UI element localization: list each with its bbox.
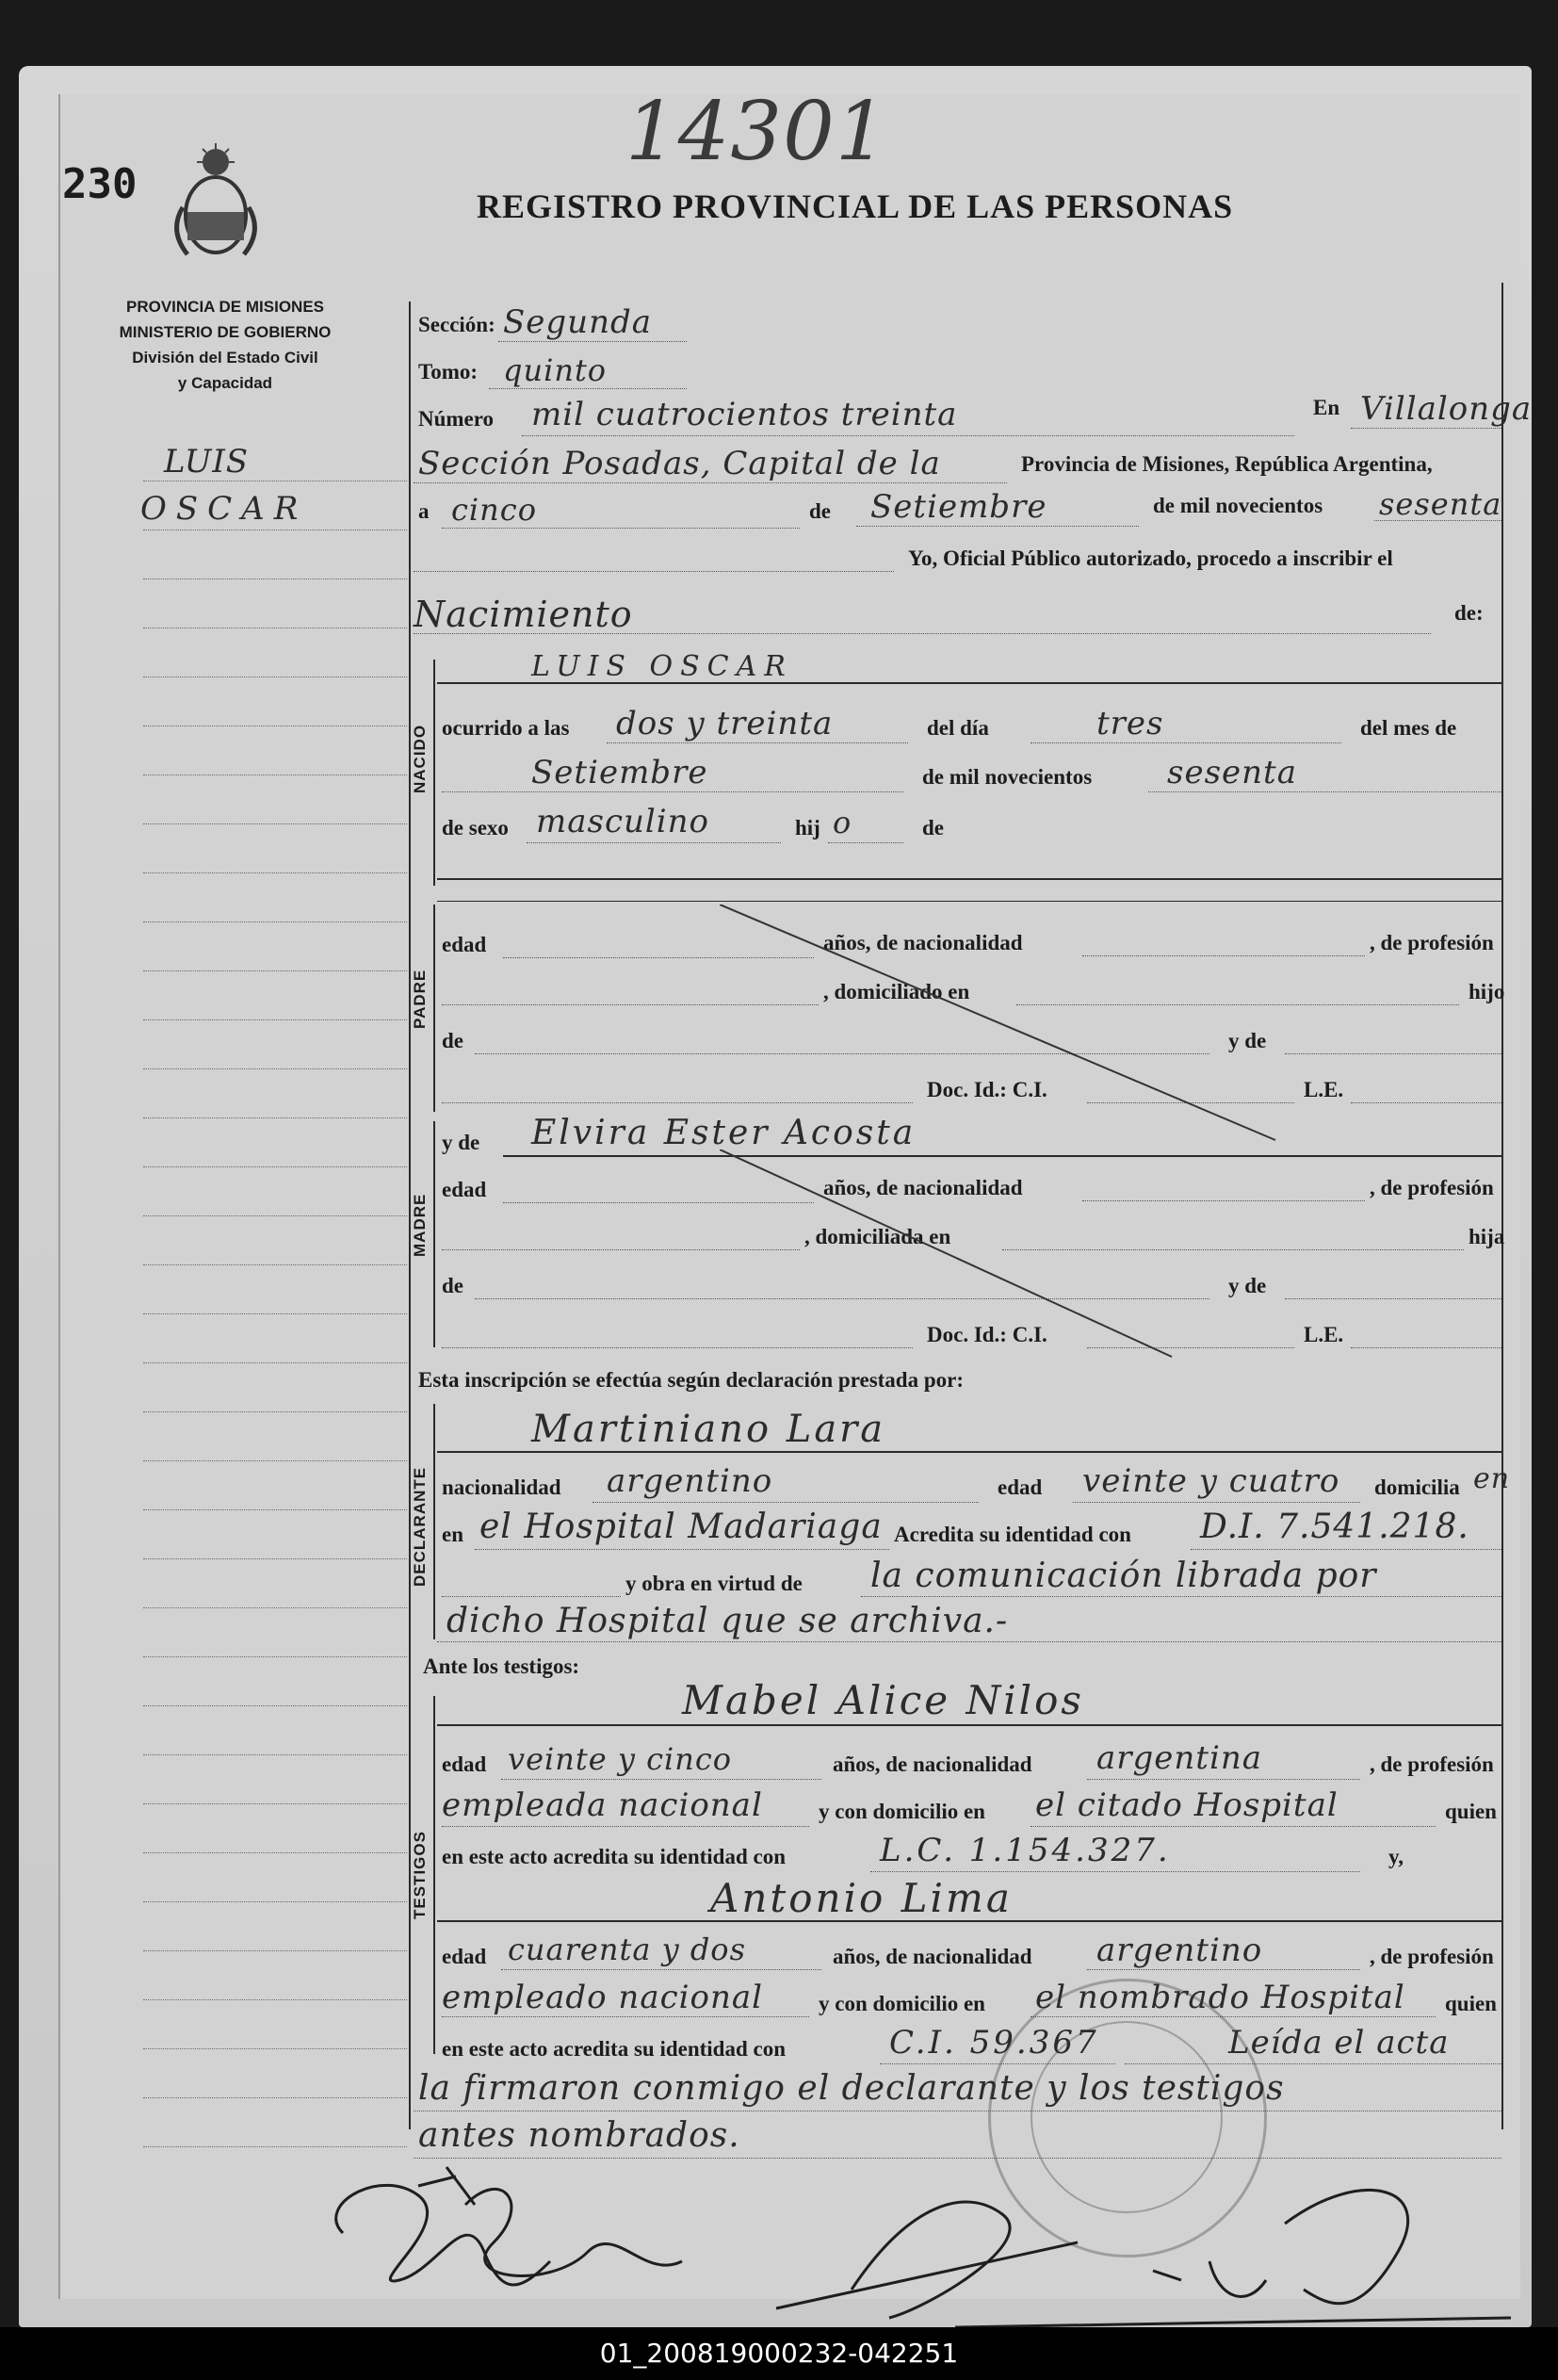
nacido-side-label: NACIDO [411, 724, 429, 793]
testigo2-edad-value: cuarenta y dos [508, 1932, 746, 1967]
seccion-line [498, 341, 687, 342]
padre-profesion-label: , de profesión [1370, 931, 1494, 954]
margin-rule [143, 1558, 407, 1559]
margin-rule [143, 1950, 407, 1951]
testigo2-doc: C.I. 59.367 [889, 2024, 1099, 2062]
madre-edad-label: edad [442, 1178, 487, 1201]
lugar-value: Sección Posadas, Capital de la [418, 445, 941, 482]
padre-de-label: de [442, 1029, 463, 1052]
tomo-value: quinto [503, 352, 608, 388]
margin-rule [143, 1852, 407, 1853]
de-colon: de: [1454, 601, 1484, 625]
hij-line [828, 842, 903, 843]
margin-name-2: OSCAR [140, 490, 308, 528]
cierre-line-1: la firmaron conmigo el declarante y los testigos [418, 2069, 1285, 2108]
declarante-edad-line [1073, 1502, 1360, 1503]
margin-rule [143, 1068, 407, 1069]
testigo2-nac-line [1087, 1969, 1360, 1970]
file-id-bar [0, 2327, 1558, 2380]
oficial-text: Yo, Oficial Público autorizado, procedo a inscribir el [908, 546, 1393, 570]
testigo1-acredita-label: en este acto acredita su identidad con [442, 1845, 787, 1868]
dia-value: tres [1096, 705, 1164, 742]
testigo2-acredita-label: en este acto acredita su identidad con [442, 2037, 787, 2061]
madre-le-label: L.E. [1304, 1323, 1344, 1346]
padre-le-label: L.E. [1304, 1078, 1344, 1101]
ocurrido-label: ocurrido a las [442, 716, 570, 740]
testigo1-domicilio-label: y con domicilio en [819, 1800, 985, 1823]
nacido-anio-line [1148, 791, 1501, 792]
margin-rule [143, 970, 407, 971]
sexo-line [527, 842, 781, 843]
declarante-obra-blank [442, 1596, 621, 1597]
folio-number: 230 [62, 160, 138, 208]
declarante-side-label: DECLARANTE [411, 1466, 429, 1587]
testigo1-anos-label: años, de nacionalidad [833, 1752, 1032, 1776]
lugar-line [414, 482, 1007, 483]
madre-anos-label: años, de nacionalidad [823, 1176, 1023, 1199]
declarante-acredita-value: D.I. 7.541.218. [1200, 1508, 1469, 1546]
madre-y-de2-label: y de [1228, 1274, 1267, 1297]
fecha-dia-line [442, 528, 800, 529]
margin-rule [143, 2097, 407, 2098]
declarante-nacionalidad-value: argentino [607, 1462, 773, 1500]
office-line-4: y Capacidad [177, 374, 273, 392]
margin-rule [143, 1215, 407, 1216]
nacido-mes-line [442, 791, 903, 792]
declarante-border [433, 1404, 435, 1639]
margin-rule [143, 774, 407, 775]
declarante-domicilia-value: en [1473, 1462, 1511, 1495]
cierre-line-2: antes nombrados. [418, 2116, 740, 2155]
testigos-side-label: TESTIGOS [411, 1831, 429, 1919]
sexo-label: de sexo [442, 816, 509, 840]
declarante-obra-label: y obra en virtud de [625, 1572, 803, 1595]
margin-rule [143, 1362, 407, 1363]
madre-domiciliada-label: , domiciliada en [804, 1225, 951, 1248]
hij-value: o [833, 805, 852, 840]
declarante-nombre-line [437, 1451, 1501, 1453]
padre-hijo-label: hijo [1469, 980, 1505, 1003]
testigo2-edad-label: edad [442, 1945, 487, 1968]
tomo-label: Tomo: [418, 360, 479, 383]
testigo1-quien-label: quien [1445, 1800, 1497, 1823]
testigo2-edad-line [501, 1969, 821, 1970]
en-value: Villalonga [1360, 390, 1533, 428]
madre-y-de2-line [1285, 1298, 1501, 1299]
seccion-label: Sección: [418, 313, 495, 336]
testigo1-doc-line [870, 1871, 1360, 1872]
testigo1-edad-value: veinte y cinco [508, 1741, 733, 1777]
margin-rule [143, 2048, 407, 2049]
margin-rule [143, 1705, 407, 1706]
testigo2-nombre-line [437, 1920, 1501, 1922]
nacido-border [433, 660, 435, 886]
margin-rule [143, 725, 407, 726]
testigo2-nacionalidad: argentino [1096, 1932, 1263, 1969]
provincia-text: Provincia de Misiones, República Argentina, [1021, 452, 1433, 476]
a-label: a [418, 499, 430, 523]
madre-side-label: MADRE [411, 1193, 429, 1257]
declarante-obra-value-2: dicho Hospital que se archiva.- [446, 1602, 1009, 1640]
blank-line [414, 571, 894, 572]
nacido-nombre-value: LUIS OSCAR [531, 650, 793, 683]
sexo-value: masculino [536, 803, 710, 840]
padre-edad-label: edad [442, 933, 487, 956]
padre-border [433, 905, 435, 1112]
declarante-edad-value: veinte y cuatro [1082, 1462, 1340, 1500]
office-line-3: División del Estado Civil [132, 349, 318, 367]
testigo1-edad-label: edad [442, 1752, 487, 1776]
hij-label: hij [795, 816, 820, 840]
acto-line [414, 633, 1431, 634]
madre-le-line [1351, 1347, 1501, 1348]
nacido-anio-label: de mil novecientos [922, 765, 1093, 789]
declarante-nac-line [592, 1502, 979, 1503]
madre-hija-label: hija [1469, 1225, 1505, 1248]
padre-domiciliado-label: , domiciliado en [823, 980, 970, 1003]
margin-rule [143, 1509, 407, 1510]
fecha-dia-value: cinco [451, 492, 537, 528]
testigo1-profesion-label: , de profesión [1370, 1752, 1494, 1776]
declarante-nombre-value: Martiniano Lara [531, 1408, 886, 1451]
testigo1-prof-line [442, 1826, 809, 1827]
margin-rule [143, 2146, 407, 2147]
testigo2-quien-label: quien [1445, 1992, 1497, 2015]
testigo1-nombre: Mabel Alice Nilos [682, 1677, 1084, 1723]
padre-y-de-label: y de [1228, 1029, 1267, 1052]
testigo2-profesion: empleado nacional [442, 1979, 764, 2016]
margin-rule [143, 1411, 407, 1412]
testigo2-prof-line [442, 2016, 809, 2017]
office-line-2: MINISTERIO DE GOBIERNO [119, 323, 332, 341]
padre-doc-label: Doc. Id.: C.I. [927, 1078, 1047, 1101]
testigo1-doc: L.C. 1.154.327. [880, 1832, 1171, 1869]
declarante-domicilia-label: domicilia [1374, 1475, 1460, 1499]
madre-doc-label: Doc. Id.: C.I. [927, 1323, 1047, 1346]
declarante-obra-line [861, 1596, 1501, 1597]
leida-value: Leída el acta [1228, 2024, 1450, 2062]
madre-y-de-label: y de [442, 1131, 480, 1154]
del-mes-label: del mes de [1360, 716, 1457, 740]
testigo1-profesion: empleada nacional [442, 1786, 763, 1824]
madre-nombre-value: Elvira Ester Acosta [531, 1114, 917, 1152]
madre-strike-line [720, 1149, 1285, 1366]
declarante-obra-line-2 [437, 1641, 1501, 1642]
testigo2-nombre: Antonio Lima [710, 1875, 1013, 1921]
anio-label: de mil novecientos [1153, 494, 1323, 517]
margin-rule [143, 1901, 407, 1902]
testigo1-nombre-line [437, 1724, 1501, 1726]
declarante-en-value: el Hospital Madariaga [479, 1508, 883, 1546]
declaracion-text: Esta inscripción se efectúa según declaración prestada por: [418, 1368, 965, 1392]
margin-rule [143, 1607, 407, 1608]
margin-rule [143, 1166, 407, 1167]
padre-anos-label: años, de nacionalidad [823, 931, 1023, 954]
margin-rule [143, 872, 407, 873]
margin-rule [143, 823, 407, 824]
margin-rule [143, 1754, 407, 1755]
hora-value: dos y treinta [616, 705, 834, 742]
numero-line [522, 435, 1294, 436]
testigo2-anos-label: años, de nacionalidad [833, 1945, 1032, 1968]
testigo2-profesion-label: , de profesión [1370, 1945, 1494, 1968]
numero-label: Número [418, 407, 495, 431]
testigo2-domicilio-label: y con domicilio en [819, 1992, 985, 2015]
declarante-en-label: en [442, 1523, 463, 1546]
margin-rule [143, 1313, 407, 1314]
declarante-acredita-line [1191, 1549, 1501, 1550]
margin-name-1: LUIS [164, 443, 250, 481]
testigo1-nac-line [1087, 1779, 1360, 1780]
dia-line [1031, 742, 1341, 743]
padre-le-line [1351, 1102, 1501, 1103]
coat-of-arms-icon [164, 141, 268, 264]
nacido-bottom-line [437, 878, 1501, 880]
margin-rule [143, 1803, 407, 1804]
testigo1-dom-line [1031, 1826, 1436, 1827]
numero-value: mil cuatrocientos treinta [531, 396, 958, 433]
fecha-anio-value: sesenta [1379, 486, 1502, 522]
declarante-acredita-label: Acredita su identidad con [894, 1523, 1131, 1546]
testigo1-domicilio: el citado Hospital [1035, 1786, 1339, 1824]
ante-testigos-text: Ante los testigos: [423, 1655, 580, 1678]
testigos-border [433, 1696, 435, 2054]
hora-line [607, 742, 908, 743]
office-line-1: PROVINCIA DE MISIONES [125, 298, 324, 316]
margin-rule [143, 1264, 407, 1265]
acto-value: Nacimiento [414, 594, 633, 635]
tomo-line [489, 388, 687, 389]
nacido-mes-value: Setiembre [531, 754, 708, 791]
testigo2-domicilio: el nombrado Hospital [1035, 1979, 1405, 2016]
form-right-border [1501, 283, 1503, 2129]
margin-rule [143, 1117, 407, 1118]
en-line [1351, 428, 1501, 429]
register-sheet [58, 85, 1533, 2299]
margin-rule [143, 1656, 407, 1657]
padre-top-line [437, 901, 1501, 902]
fecha-mes-line [856, 526, 1139, 527]
testigo1-edad-line [501, 1779, 821, 1780]
nacido-de-label: de [922, 816, 944, 840]
nacido-anio-value: sesenta [1167, 754, 1297, 791]
madre-de-label: de [442, 1274, 463, 1297]
seccion-value: Segunda [503, 303, 653, 341]
testigo1-y-label: y, [1388, 1845, 1404, 1868]
margin-rule [143, 1019, 407, 1020]
en-label: En [1313, 396, 1340, 419]
signatures-icon [305, 2148, 1530, 2337]
fecha-anio-line [1374, 520, 1501, 521]
padre-y-de-line [1285, 1053, 1501, 1054]
testigo1-nacionalidad: argentina [1096, 1739, 1263, 1777]
declarante-obra-value: la comunicación librada por [870, 1557, 1377, 1595]
document-page [19, 66, 1532, 2327]
fecha-mes-value: Setiembre [870, 488, 1047, 526]
page-title: REGISTRO PROVINCIAL DE LAS PERSONAS [477, 187, 1234, 225]
handwritten-number: 14301 [625, 85, 888, 179]
de-label: de [809, 499, 831, 523]
declarante-en-line [475, 1549, 889, 1550]
office-block [89, 294, 362, 396]
declarante-edad-label: edad [998, 1475, 1043, 1499]
del-dia-label: del día [927, 716, 989, 740]
declarante-nacionalidad-label: nacionalidad [442, 1475, 561, 1499]
madre-border [433, 1121, 435, 1347]
nacido-nombre-line [437, 682, 1501, 684]
margin-rule [143, 1460, 407, 1461]
padre-side-label: PADRE [411, 969, 429, 1029]
madre-profesion-label: , de profesión [1370, 1176, 1494, 1199]
file-id-text: 01_200819000232-042251 [599, 2338, 959, 2369]
margin-rule [143, 1999, 407, 2000]
margin-rule [143, 921, 407, 922]
padre-strike-line [720, 905, 1285, 1149]
